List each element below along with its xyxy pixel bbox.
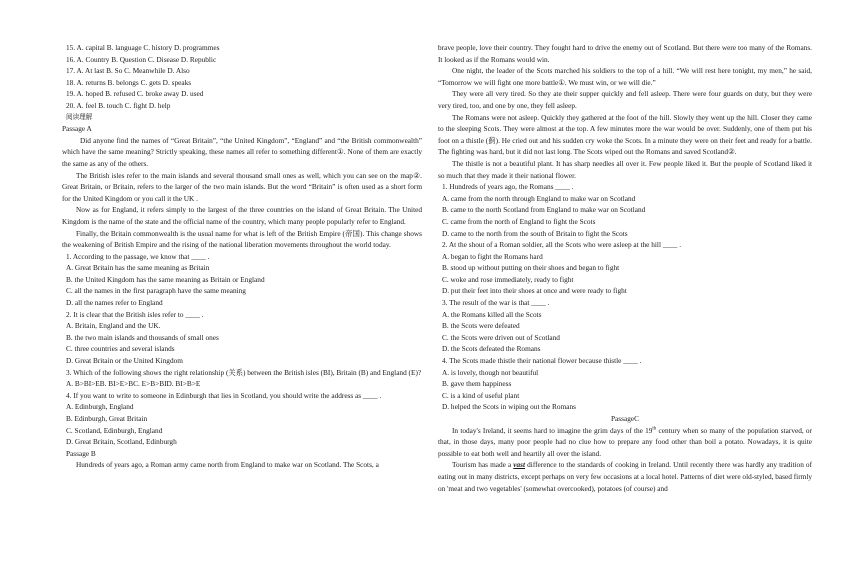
right-text-line: B. stood up without putting on their shoes and began to fight bbox=[442, 263, 620, 273]
right-text-line: 2. At the shout of a Roman soldier, all the Scots who were asleep at the hill ____ . bbox=[442, 240, 682, 250]
left-text-line: A. Great Britain has the same meaning as Britain bbox=[66, 263, 210, 273]
superscript-th: th bbox=[652, 426, 657, 432]
right-text-line: B. came to the north Scotland from England to make war on Scotland bbox=[442, 205, 646, 215]
left-text-line: 4. If you want to write to someone in Edinburgh that lies in Scotland, you should write the address as ____ . bbox=[66, 390, 382, 400]
right-text-line: A. began to fight the Romans hard bbox=[442, 251, 543, 261]
passage-c-p2-text: Tourism has made a bbox=[452, 460, 514, 470]
right-text-line: They were all very tired. So they ate their supper quickly and fell asleep. There were four guards on duty, but they were very tired, too, and one by one, they fell asleep. bbox=[438, 89, 812, 110]
left-text-line: B. the United Kingdom has the same meaning as Britain or England bbox=[66, 274, 265, 284]
right-text-line: D. came to the north from the south of Britain to fight the Scots bbox=[442, 228, 628, 238]
left-text-line: B. Edinburgh, Great Britain bbox=[66, 414, 148, 423]
left-text-line: 16. A. Country B. Question C. Disease D. Republic bbox=[66, 54, 217, 64]
left-text-line: 19. A. hoped B. refused C. broke away D. used bbox=[66, 89, 204, 99]
left-text-line: Now as for England, it refers simply to the largest of the three countries on the island of Great Britain. The United Kingdom is the name of the state and the official name of the country, which many people popularly refer to England. bbox=[62, 205, 422, 226]
left-text-line: 3. Which of the following shows the right relationship (关系) between the British isles (BI), Britain (B) and England (E)? bbox=[66, 367, 422, 377]
right-column bbox=[438, 42, 812, 494]
left-text-line: Did anyone find the names of “Great Britain”, “the United Kingdom”, “England” and “the British commonwealth” which have the same meaning? Strictly speaking, these names all refer to something different①. None of them are exactly the same as any of the others. bbox=[62, 135, 422, 168]
passage-c-p1-text: In today's Ireland, it seems hard to imagine the grim days of the 19 bbox=[452, 425, 653, 435]
right-text-line: D. put their feet into their shoes at once and were ready to fight bbox=[442, 286, 627, 296]
right-text-line: C. the Scots were driven out of Scotland bbox=[442, 332, 560, 342]
right-text-line: The Romans were not asleep. Quickly they gathered at the foot of the hill. Slowly they went up the hill. Closer they came to the sleeping Scots. They were almost at the top. A few minutes more the war would be over. Suddenly, one of them put his foot on a thistle (蓟). He cried out and his sudden cry woke the Scots. In a minute they were on their feet and ready for a battle. The fighting was hard, but it did not last long. The Scots wiped out the Romans and saved Scotland②. bbox=[438, 112, 812, 157]
left-text-line: Finally, the Britain commonwealth is the usual name for what is left of the British Empire (帝国). This change shows the weakening of British Empire and the rising of the national liberation movements throughout the world today. bbox=[62, 228, 422, 250]
right-text-line: PassageC bbox=[611, 414, 639, 423]
passage-c-p2-text-cont: difference to the standards of cooking in Ireland. Until recently there was hardly any tradition of eating out in many districts, except perhaps on very few occasions at a local hotel. Patterns of diet were old-styled, based firmly on 'meat and two vegetables' (somewhat overcooked), potatoes (of course) and bbox=[438, 460, 813, 493]
passage-c-p1-text-cont: century when so many of the population starved, or that, in those days, many poor people had no clue how to prepare any food other than boil a potato. Nowadays, it is quite possible to eat both well and heartily all over the island. bbox=[438, 425, 812, 458]
left-text-line: Passage B bbox=[66, 448, 96, 458]
left-text-line: 17. A. At last B. So C. Meanwhile D. Also bbox=[66, 66, 190, 76]
right-text-line: C. woke and rose immediately, ready to fight bbox=[442, 274, 574, 284]
right-text-line: D. helped the Scots in wiping out the Romans bbox=[442, 402, 576, 412]
left-text-line: C. three countries and several islands bbox=[66, 344, 175, 354]
left-text-line: D. all the names refer to England bbox=[66, 298, 163, 308]
left-text-line: B. the two main islands and thousands of small ones bbox=[66, 332, 219, 342]
right-column-lines bbox=[438, 42, 812, 425]
right-text-line: C. is a kind of useful plant bbox=[442, 390, 520, 400]
left-text-line: A. B>BI>EB. BI>E>BC. E>B>BID. BI>B>E bbox=[66, 379, 201, 389]
passage-c-paragraph-2 bbox=[438, 459, 812, 494]
left-text-line: A. Edinburgh, England bbox=[66, 402, 134, 412]
left-text-line: 2. It is clear that the British isles refer to ____ . bbox=[66, 309, 204, 319]
left-text-line: D. Great Britain or the United Kingdom bbox=[66, 356, 183, 366]
left-text-line: 20. A. feel B. touch C. fight D. help bbox=[66, 100, 171, 110]
left-text-line: Hundreds of years ago, a Roman army came north from England to make war on Scotland. The Scots, a bbox=[76, 460, 379, 470]
right-text-line: C. came from the north of England to fight the Scots bbox=[442, 216, 596, 226]
right-text-line: 1. Hundreds of years ago, the Romans ____ . bbox=[442, 182, 574, 192]
left-text-line: A. Britain, England and the UK. bbox=[66, 321, 161, 331]
right-text-line: 3. The result of the war is that ____ . bbox=[442, 298, 550, 308]
vocab-word-vast: vast bbox=[513, 460, 526, 470]
right-text-line: The thistle is not a beautiful plant. It has sharp needles all over it. Few people liked it. But the people of Scotland liked it so much that they made it their national flower. bbox=[438, 158, 812, 180]
left-text-line: The British isles refer to the main islands and several thousand small ones as well, which you can see on the map②. Great Britain, or Britain, refers to the larger of the two main islands. But the word “Britain” is often used as a short form for the United Kingdom or you call it the UK . bbox=[62, 170, 422, 203]
right-text-line: A. the Romans killed all the Scots bbox=[442, 309, 542, 319]
right-text-line: 4. The Scots made thistle their national flower because thistle ____ . bbox=[442, 356, 642, 366]
left-text-line: 1. According to the passage, we know that ____ . bbox=[66, 251, 210, 261]
left-text-line: 阅读理解 bbox=[66, 112, 93, 121]
right-text-line: B. gave them happiness bbox=[442, 379, 512, 389]
right-text-line: A. is lovely, though not beautiful bbox=[442, 367, 539, 377]
left-text-line: 18. A. returns B. belongs C. gets D. speaks bbox=[66, 77, 192, 87]
left-text-line: D. Great Britain, Scotland, Edinburgh bbox=[66, 437, 177, 447]
right-text-line: B. the Scots were defeated bbox=[442, 321, 520, 331]
right-text-line: A. came from the north through England to make war on Scotland bbox=[442, 193, 636, 203]
right-text-line: D. the Scots defeated the Romans bbox=[442, 344, 541, 354]
left-text-line: 15. A. capital B. language C. history D. programmes bbox=[66, 43, 220, 52]
left-text-line: C. all the names in the first paragraph have the same meaning bbox=[66, 286, 246, 296]
left-text-line: C. Scotland, Edinburgh, England bbox=[66, 425, 163, 435]
left-text-line: Passage A bbox=[62, 124, 92, 134]
left-column bbox=[62, 42, 422, 471]
right-text-line: One night, the leader of the Scots marched his soldiers to the top of a hill. “We will rest here tonight, my men,” he said, “Tomorrow we will fight one more battle①. We must win, or we will die.” bbox=[438, 66, 812, 87]
right-text-line: brave people, love their country. They fought hard to drive the enemy out of Scotland. But there were too many of the Romans. It looked as if the Romans would win. bbox=[438, 43, 812, 64]
passage-c-paragraph-1 bbox=[438, 425, 812, 460]
